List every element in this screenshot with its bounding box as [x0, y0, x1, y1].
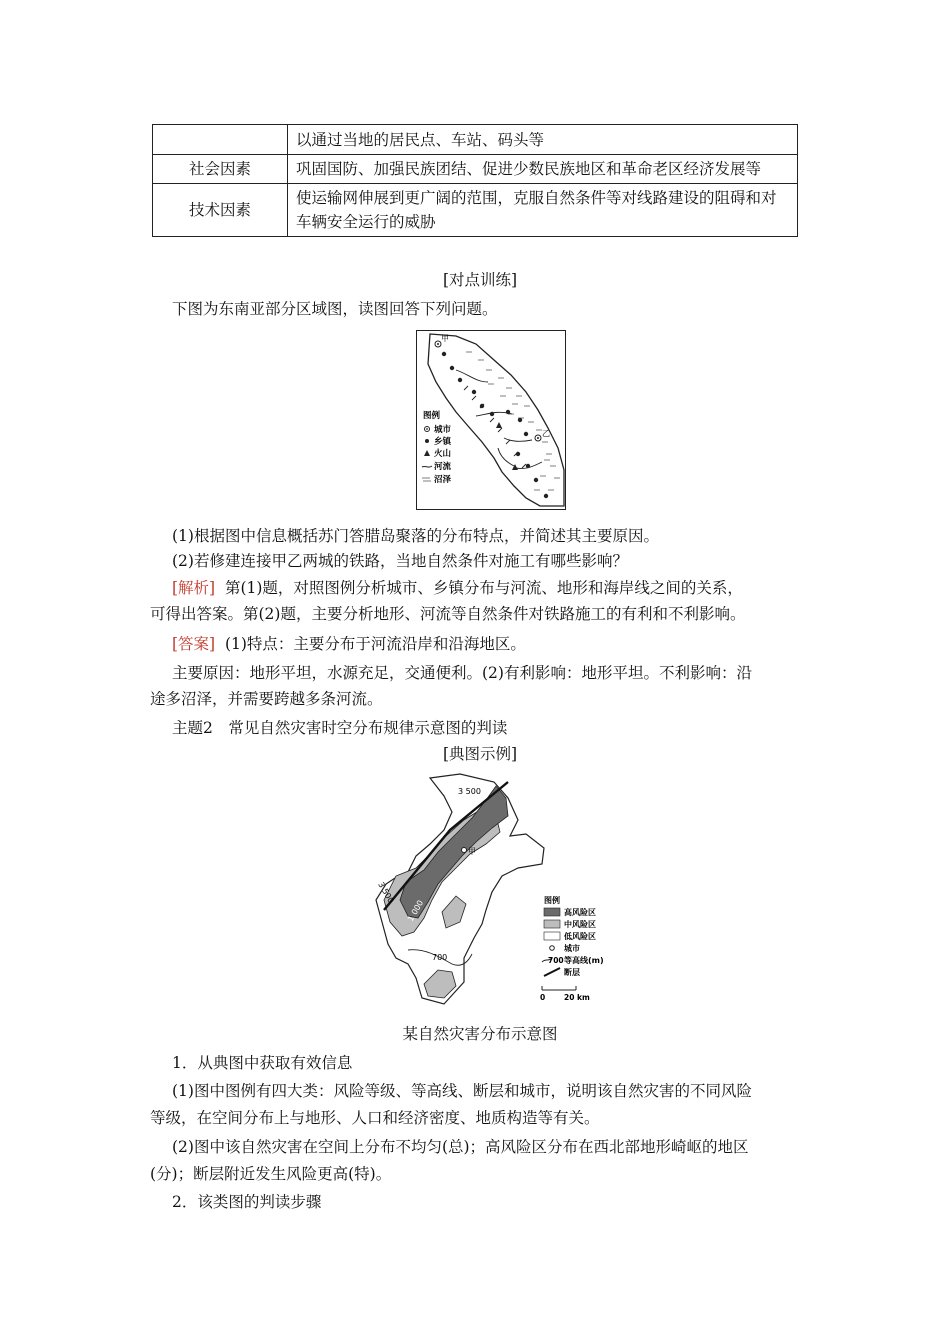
legend-title: 图例: [423, 411, 441, 421]
question-2: (2)若修建连接甲乙两城的铁路，当地自然条件对施工有哪些影响？: [172, 552, 628, 570]
para-2-line2: 等级，在空间分布上与地形、人口和经济密度、地质构造等有关。: [150, 1109, 600, 1127]
para-2-line1: (1)图中图例有四大类：风险等级、等高线、断层和城市，说明该自然灾害的不同风险: [172, 1082, 752, 1100]
answer-text-2: 主要原因：地形平坦，水源充足，交通便利。(2)有利影响：地形平坦。不利影响：沿: [172, 664, 752, 682]
city-jia-label: 甲: [441, 334, 449, 343]
legend-swamp: 沼泽: [434, 475, 452, 485]
sumatra-map-graphic: [416, 330, 566, 510]
table-key: 社会因素: [153, 155, 288, 184]
scale-zero: 0: [540, 993, 546, 1002]
analysis-paragraph: [172, 576, 832, 600]
legend-contour-value: 700: [548, 956, 564, 965]
legend-contour: 等高线(m): [564, 956, 604, 965]
city-yi-label: 乙: [542, 429, 550, 438]
table-key: 技术因素: [153, 184, 288, 237]
practice-intro: 下图为东南亚部分区域图，读图回答下列问题。: [172, 300, 498, 318]
table-row: [153, 184, 798, 237]
legend-low-risk: 低风险区: [564, 932, 596, 941]
legend-city: 城市: [434, 425, 452, 435]
legend-fault: 断层: [564, 968, 580, 977]
hazard-map-graphic: [368, 772, 628, 1012]
city-label: 甲: [468, 847, 476, 856]
para-1: 1．从典图中获取有效信息: [172, 1054, 353, 1072]
table-value: 使运输网伸展到更广阔的范围，克服自然条件等对线路建设的阻碍和对车辆安全运行的威胁: [288, 184, 798, 237]
scale-km: 20 km: [564, 993, 590, 1002]
para-4: 2．该类图的判读步骤: [172, 1193, 322, 1211]
question-1: (1)根据图中信息概括苏门答腊岛聚落的分布特点，并简述其主要原因。: [172, 527, 659, 545]
para-3-line2: (分)；断层附近发生风险更高(特)。: [150, 1165, 392, 1183]
example-heading: [典图示例]: [442, 745, 518, 763]
analysis-text-1: 第(1)题，对照图例分析城市、乡镇分布与河流、地形和海岸线之间的关系，: [224, 579, 743, 597]
answer-text-1: (1)特点：主要分布于河流沿岸和沿海地区。: [224, 635, 526, 653]
answer-paragraph: [172, 632, 832, 656]
analysis-text-2: 可得出答案。第(2)题，主要分析地形、河流等自然条件对铁路施工的有利和不利影响。: [150, 605, 746, 623]
section-title: 主题2 常见自然灾害时空分布规律示意图的判读: [172, 719, 508, 737]
legend-volcano: 火山: [434, 449, 452, 459]
table-value: 巩固国防、加强民族团结、促进少数民族地区和革命老区经济发展等: [288, 155, 798, 184]
answer-text-3: 途多沼泽，并需要跨越多条河流。: [150, 690, 383, 708]
contour-mid-label: 1 000: [405, 898, 426, 923]
figure-caption: 某自然灾害分布示意图: [402, 1025, 558, 1043]
legend-mid-risk: 中风险区: [564, 920, 596, 929]
legend-town: 乡镇: [434, 437, 452, 447]
legend-river: 河流: [434, 462, 452, 472]
legend-city: 城市: [564, 944, 580, 953]
answer-tag: [答案]: [172, 635, 216, 653]
contour-top-label: 3 500: [458, 787, 481, 796]
legend-high-risk: 高风险区: [564, 908, 596, 917]
contour-left-label: 3 500: [376, 880, 396, 905]
practice-heading: [对点训练]: [442, 271, 518, 289]
table-value: 以通过当地的居民点、车站、码头等: [288, 125, 798, 155]
analysis-tag: [解析]: [172, 579, 216, 597]
contour-low-label: 700: [432, 953, 448, 962]
table-key: [153, 125, 288, 155]
para-3-line1: (2)图中该自然灾害在空间上分布不均匀(总)；高风险区分布在西北部地形崎岖的地区: [172, 1138, 749, 1156]
factor-table: [152, 124, 798, 237]
hazard-map: [368, 772, 628, 1012]
table-row: [153, 155, 798, 184]
hazard-legend-title: 图例: [544, 896, 560, 905]
table-row: [153, 125, 798, 155]
sumatra-map: [416, 330, 566, 510]
